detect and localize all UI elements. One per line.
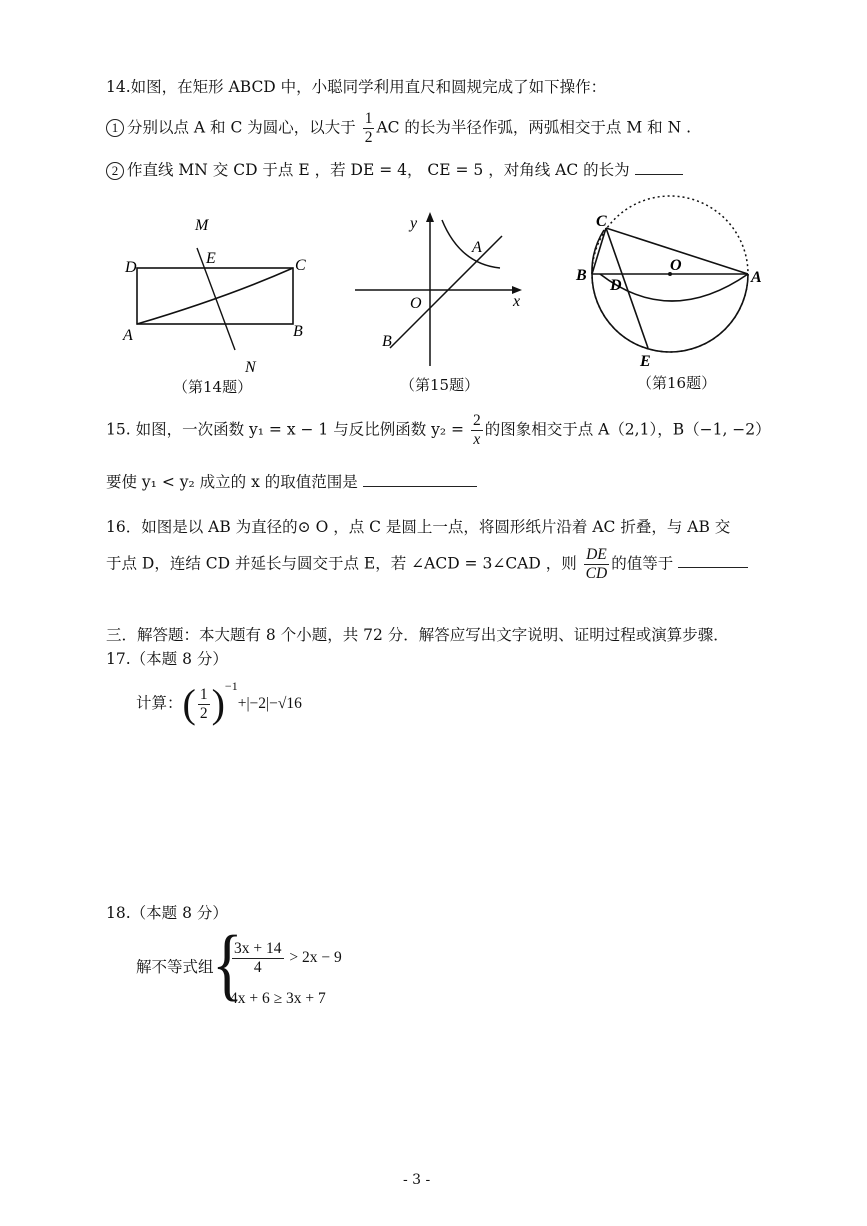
fraction-half-denominator: 2 xyxy=(364,128,373,146)
system-brace: { xyxy=(212,919,243,1008)
line-mn xyxy=(197,248,235,350)
q15-line2-text: 要使 y₁ < y₂ 成立的 x 的取值范围是 xyxy=(106,473,358,491)
q18-title: 18.（本题 8 分） xyxy=(106,904,228,922)
q14-line1: 14.如图，在矩形 ABCD 中，小聪同学利用直尺和圆规完成了如下操作： xyxy=(106,78,607,96)
page-number: - 3 - xyxy=(403,1172,431,1188)
q17-rest: +|−2|−√16 xyxy=(237,695,302,712)
label-a: A xyxy=(123,327,133,344)
label-m: M xyxy=(195,217,209,234)
figure-16 xyxy=(570,190,765,380)
fraction-2-over-x xyxy=(471,412,483,449)
q17-label: 计算： xyxy=(136,694,183,712)
label-o: O xyxy=(410,295,422,312)
fraction-half-numerator: 1 xyxy=(364,110,373,127)
step2-circled-number: 2 xyxy=(106,162,124,180)
left-paren: ( xyxy=(182,681,196,726)
label-e: E xyxy=(206,250,216,267)
q14-step1-text-b: AC 的长为半径作弧，两弧相交于点 M 和 N . xyxy=(376,118,692,137)
label-d: D xyxy=(125,259,137,276)
fig14-caption: （第14题） xyxy=(173,378,253,396)
q15-answer-blank[interactable] xyxy=(363,472,477,487)
label-y: y xyxy=(410,215,418,232)
q14-step2 xyxy=(106,160,683,180)
fraction-de: DE xyxy=(584,546,610,565)
q17-title: 17.（本题 8 分） xyxy=(106,650,228,668)
q14-answer-blank[interactable] xyxy=(635,160,683,175)
q14-step1-text-a: 分别以点 A 和 C 为圆心，以大于 xyxy=(127,118,356,137)
q18-label: 解不等式组 xyxy=(136,958,214,976)
label-c: C xyxy=(596,213,607,230)
linear-function-line xyxy=(390,236,502,348)
exponent: −1 xyxy=(224,678,238,693)
label-d: D xyxy=(610,277,622,294)
q16-line2-text-a: 于点 D，连结 CD 并延长与圆交于点 E，若 ∠ACD = 3∠CAD ，则 xyxy=(106,554,577,573)
hyperbola-branch xyxy=(442,220,500,268)
q15-text-a: 15. 如图，一次函数 y₁ = x − 1 与反比例函数 y₂ = xyxy=(106,420,464,439)
fig15-caption: （第15题） xyxy=(400,376,480,394)
fraction-denominator: 2 xyxy=(199,704,208,722)
right-paren: ) xyxy=(211,681,225,726)
label-a: A xyxy=(751,269,762,286)
fraction-half xyxy=(363,110,375,147)
ineq1-rhs: > 2x − 9 xyxy=(289,948,342,966)
ineq1-fraction xyxy=(232,940,284,977)
fraction-cd: CD xyxy=(585,564,608,582)
folded-arc xyxy=(600,274,748,301)
step1-circled-number: 1 xyxy=(106,119,124,137)
label-n: N xyxy=(245,359,256,376)
figure-14 xyxy=(115,212,325,382)
fraction-de-over-cd xyxy=(584,546,610,583)
label-o: O xyxy=(670,257,682,274)
figure-15 xyxy=(350,206,540,376)
q16-answer-blank[interactable] xyxy=(678,553,748,568)
y-axis-arrow xyxy=(426,212,434,222)
label-b: B xyxy=(576,267,587,284)
fraction-half xyxy=(198,686,210,723)
q16-line2 xyxy=(106,546,748,583)
ineq1-numerator: 3x + 14 xyxy=(234,940,282,957)
ineq1-denominator: 4 xyxy=(253,958,262,976)
fraction-denominator: x xyxy=(473,430,481,448)
q16-line2-text-b: 的值等于 xyxy=(611,554,674,573)
q15-text-b: 的图象相交于点 A（2,1），B（−1, −2） xyxy=(484,420,771,439)
label-x: x xyxy=(513,293,521,310)
label-e: E xyxy=(640,353,651,370)
q18-inequality-2: 4x + 6 ≥ 3x + 7 xyxy=(230,990,326,1007)
q14-step2-text: 作直线 MN 交 CD 于点 E ，若 DE = 4， CE = 5 ，对角线 AC 的长为 xyxy=(127,161,630,179)
q15-line1 xyxy=(106,412,771,449)
section-3-heading: 三．解答题：本大题有 8 个小题，共 72 分．解答应写出文字说明、证明过程或演算步骤． xyxy=(106,626,729,644)
label-b: B xyxy=(382,333,392,350)
q15-line2 xyxy=(106,472,477,492)
fraction-numerator: 1 xyxy=(199,685,208,703)
label-a: A xyxy=(472,239,482,256)
fig16-caption: （第16题） xyxy=(637,374,717,392)
fraction-numerator: 2 xyxy=(472,412,481,429)
q17-expression xyxy=(136,678,302,726)
label-b: B xyxy=(293,323,303,340)
q14-step1 xyxy=(106,110,691,147)
q16-line1: 16．如图是以 AB 为直径的⊙ O ，点 C 是圆上一点，将圆形纸片沿着 AC 折叠，与 AB 交 xyxy=(106,518,731,536)
label-c: C xyxy=(295,257,306,274)
q18-inequality-1 xyxy=(230,940,342,977)
